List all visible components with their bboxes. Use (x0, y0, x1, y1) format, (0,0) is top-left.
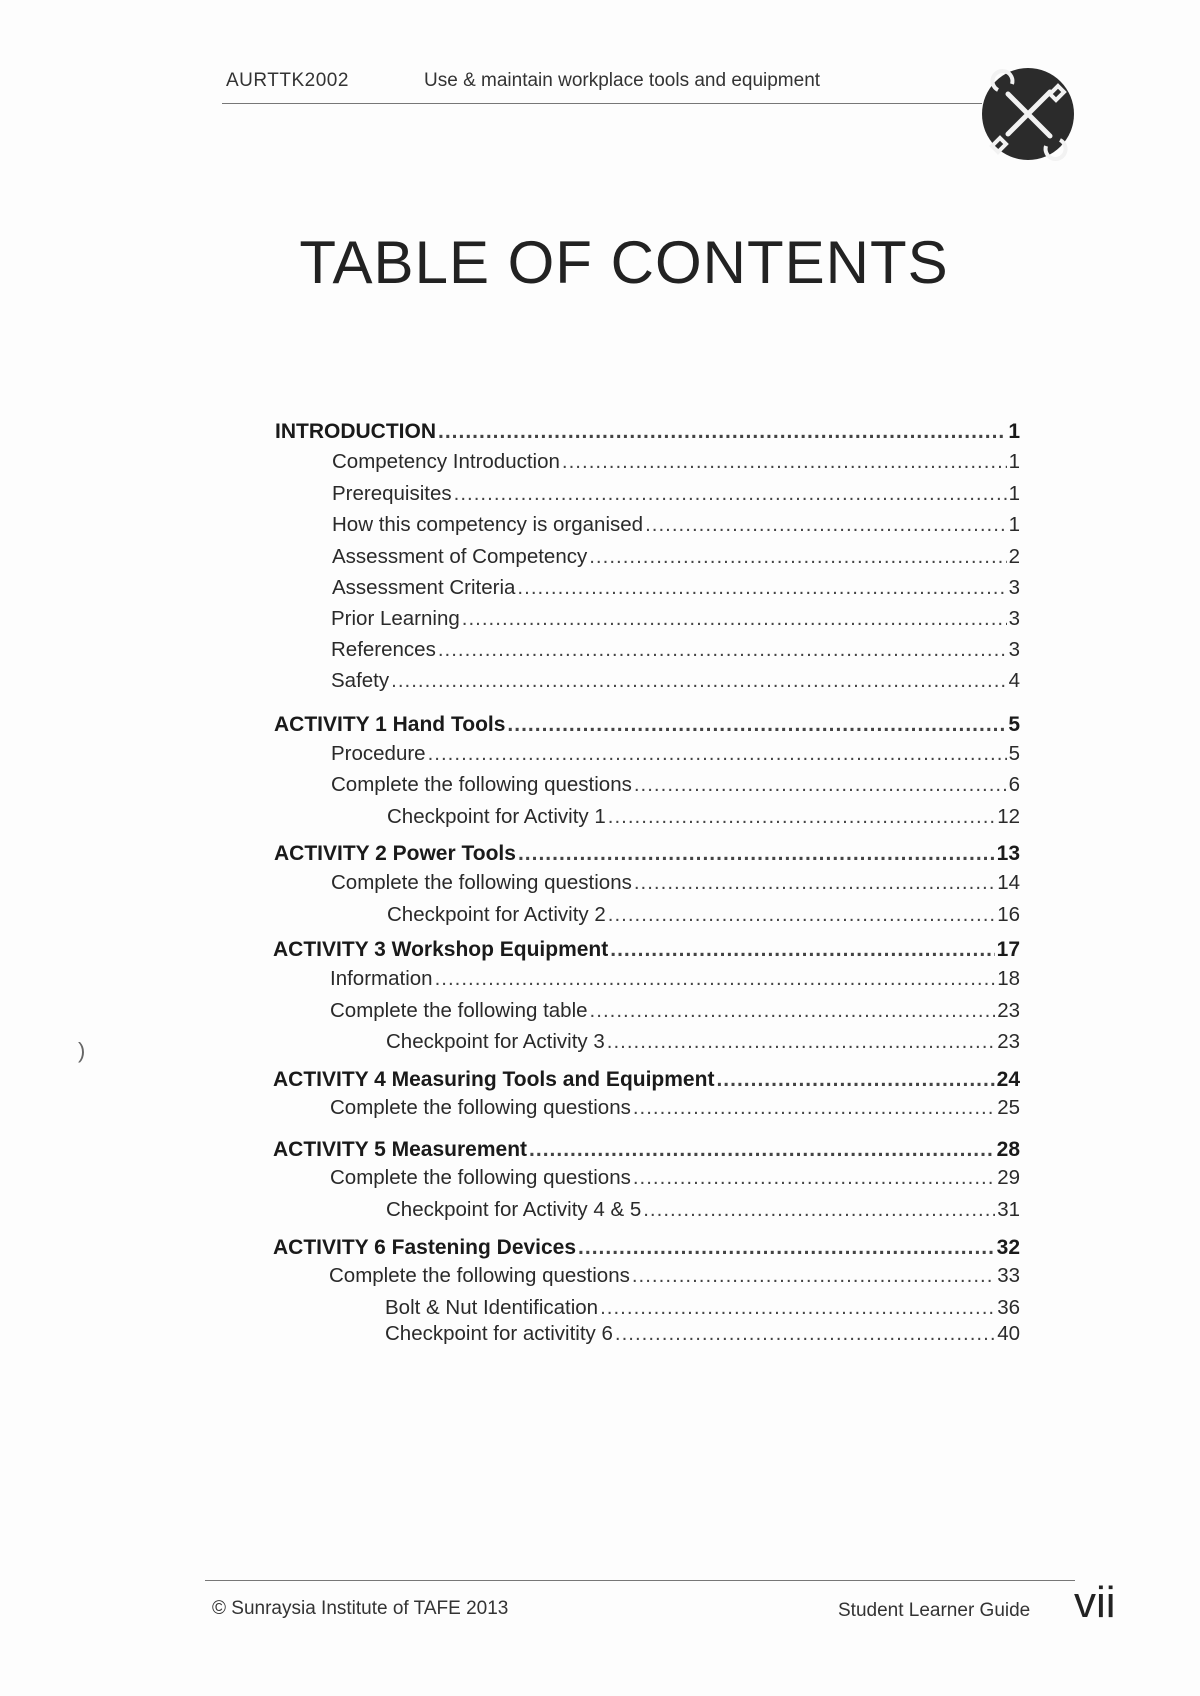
toc-entry (331, 742, 1020, 766)
toc-dot-leader (454, 482, 1007, 506)
toc-dot-leader (529, 1138, 995, 1162)
margin-mark: ) (78, 1038, 86, 1063)
toc-entry-page: 16 (997, 903, 1020, 926)
toc-dot-leader (634, 871, 995, 895)
toc-entry-label: Complete the following questions (330, 1096, 631, 1119)
toc-dot-leader (600, 1296, 995, 1320)
toc-entry-label: Checkpoint for Activity 3 (386, 1030, 605, 1053)
toc-entry-page: 40 (997, 1322, 1020, 1345)
toc-entry (385, 1296, 1020, 1320)
toc-entry (332, 513, 1020, 537)
toc-dot-leader (590, 999, 996, 1023)
toc-entry-label: Safety (331, 669, 390, 692)
toc-entry (332, 482, 1020, 506)
toc-dot-leader (608, 805, 995, 829)
page-title: TABLE OF CONTENTS (299, 229, 949, 296)
toc-entry (273, 1068, 1020, 1092)
toc-entry-page: 32 (996, 1236, 1020, 1259)
toc-dot-leader (462, 607, 1007, 631)
header-code: AURTTK2002 (226, 70, 349, 91)
toc-entry (387, 805, 1020, 829)
toc-entry-label: ACTIVITY 6 Fastening Devices (273, 1236, 577, 1259)
page-number: vii (1074, 1578, 1116, 1627)
toc-entry (331, 669, 1020, 693)
toc-dot-leader (438, 420, 1006, 444)
footer-rule (205, 1580, 1075, 1581)
toc-entry-label: ACTIVITY 1 Hand Tools (274, 713, 506, 736)
toc-entry-label: Bolt & Nut Identification (385, 1296, 599, 1319)
toc-entry-label: Checkpoint for Activity 4 & 5 (386, 1198, 642, 1221)
toc-entry-label: Checkpoint for activitity 6 (385, 1322, 613, 1345)
toc-entry (275, 420, 1020, 444)
toc-entry-label: Competency Introduction (332, 450, 560, 473)
toc-entry-page: 23 (997, 999, 1020, 1022)
toc-dot-leader (633, 1096, 995, 1120)
toc-entry-label: Complete the following questions (330, 1166, 631, 1189)
toc-dot-leader (645, 513, 1007, 537)
toc-entry-page: 17 (996, 938, 1020, 961)
toc-entry-page: 24 (996, 1068, 1020, 1091)
toc-entry (331, 773, 1020, 797)
toc-entry (330, 1096, 1020, 1120)
toc-entry-label: INTRODUCTION (275, 420, 436, 443)
toc-dot-leader (632, 1264, 995, 1288)
footer-guide-label: Student Learner Guide (838, 1600, 1031, 1621)
toc-entry (387, 903, 1020, 927)
toc-entry (274, 842, 1020, 866)
toc-entry-label: Complete the following questions (329, 1264, 630, 1287)
toc-entry-page: 23 (997, 1030, 1020, 1053)
toc-entry (273, 938, 1020, 962)
toc-dot-leader (578, 1236, 995, 1260)
toc-entry-page: 4 (1008, 669, 1020, 692)
toc-dot-leader (517, 576, 1006, 600)
toc-entry (329, 1264, 1020, 1288)
toc-entry-label: ACTIVITY 2 Power Tools (274, 842, 516, 865)
toc-entry (331, 871, 1020, 895)
toc-dot-leader (507, 713, 1006, 737)
toc-entry-label: ACTIVITY 5 Measurement (273, 1138, 528, 1161)
toc-entry-page: 14 (997, 871, 1020, 894)
toc-entry-page: 28 (996, 1138, 1020, 1161)
toc-entry-page: 1 (1008, 420, 1020, 443)
toc-entry-page: 1 (1008, 482, 1020, 505)
toc-entry-page: 5 (1008, 713, 1020, 736)
toc-entry-page: 1 (1008, 450, 1020, 473)
toc-dot-leader (562, 450, 1007, 474)
toc-entry (330, 999, 1020, 1023)
toc-entry-label: Prerequisites (332, 482, 452, 505)
toc-entry-page: 2 (1008, 545, 1020, 568)
toc-dot-leader (438, 638, 1007, 662)
footer-copyright: © Sunraysia Institute of TAFE 2013 (212, 1598, 509, 1619)
toc-dot-leader (518, 842, 995, 866)
toc-dot-leader (428, 742, 1007, 766)
toc-dot-leader (391, 669, 1006, 693)
toc-entry-label: Checkpoint for Activity 1 (387, 805, 606, 828)
toc-entry-page: 33 (997, 1264, 1020, 1287)
toc-entry (273, 1236, 1020, 1260)
toc-entry-label: Assessment of Competency (332, 545, 588, 568)
toc-entry-label: How this competency is organised (332, 513, 644, 536)
toc-dot-leader (589, 545, 1006, 569)
toc-entry (330, 967, 1020, 991)
toc-entry-page: 25 (997, 1096, 1020, 1119)
toc-entry-label: Prior Learning (331, 607, 460, 630)
toc-entry (330, 1166, 1020, 1190)
toc-entry-page: 18 (997, 967, 1020, 990)
toc-entry-label: Information (330, 967, 433, 990)
toc-dot-leader (633, 1166, 995, 1190)
toc-entry-label: References (331, 638, 436, 661)
toc-entry-page: 29 (997, 1166, 1020, 1189)
toc-entry (386, 1198, 1020, 1222)
toc-entry-label: ACTIVITY 4 Measuring Tools and Equipment (273, 1068, 715, 1091)
toc-dot-leader (615, 1322, 995, 1346)
toc-entry (331, 638, 1020, 662)
toc-entry-label: Checkpoint for Activity 2 (387, 903, 606, 926)
toc-entry (332, 545, 1020, 569)
toc-entry-page: 5 (1008, 742, 1020, 765)
toc-entry-page: 3 (1008, 576, 1020, 599)
toc-entry-label: Assessment Criteria (332, 576, 516, 599)
toc-entry (332, 576, 1020, 600)
toc-dot-leader (716, 1068, 994, 1092)
toc-entry-label: Complete the following questions (331, 773, 632, 796)
toc-entry (386, 1030, 1020, 1054)
toc-entry (273, 1138, 1020, 1162)
header-title: Use & maintain workplace tools and equipment (424, 70, 821, 91)
toc-entry-page: 36 (997, 1296, 1020, 1319)
toc-dot-leader (435, 967, 996, 991)
toc-dot-leader (610, 938, 994, 962)
toc-entry-label: ACTIVITY 3 Workshop Equipment (273, 938, 609, 961)
toc-entry-page: 31 (997, 1198, 1020, 1221)
toc-entry-page: 12 (997, 805, 1020, 828)
toc-entry-label: Complete the following table (330, 999, 588, 1022)
toc-entry-page: 13 (996, 842, 1020, 865)
toc-entry-page: 3 (1008, 607, 1020, 630)
toc-entry (274, 713, 1020, 737)
toc-entry (385, 1322, 1020, 1346)
toc-entry-label: Procedure (331, 742, 426, 765)
toc-entry-page: 1 (1008, 513, 1020, 536)
toc-entry-page: 6 (1008, 773, 1020, 796)
toc-dot-leader (607, 1030, 995, 1054)
toc-entry (331, 607, 1020, 631)
toc-dot-leader (634, 773, 1007, 797)
toc-entry-label: Complete the following questions (331, 871, 632, 894)
toc-dot-leader (643, 1198, 995, 1222)
toc-entry (332, 450, 1020, 474)
toc-entry-page: 3 (1008, 638, 1020, 661)
toc-dot-leader (608, 903, 995, 927)
